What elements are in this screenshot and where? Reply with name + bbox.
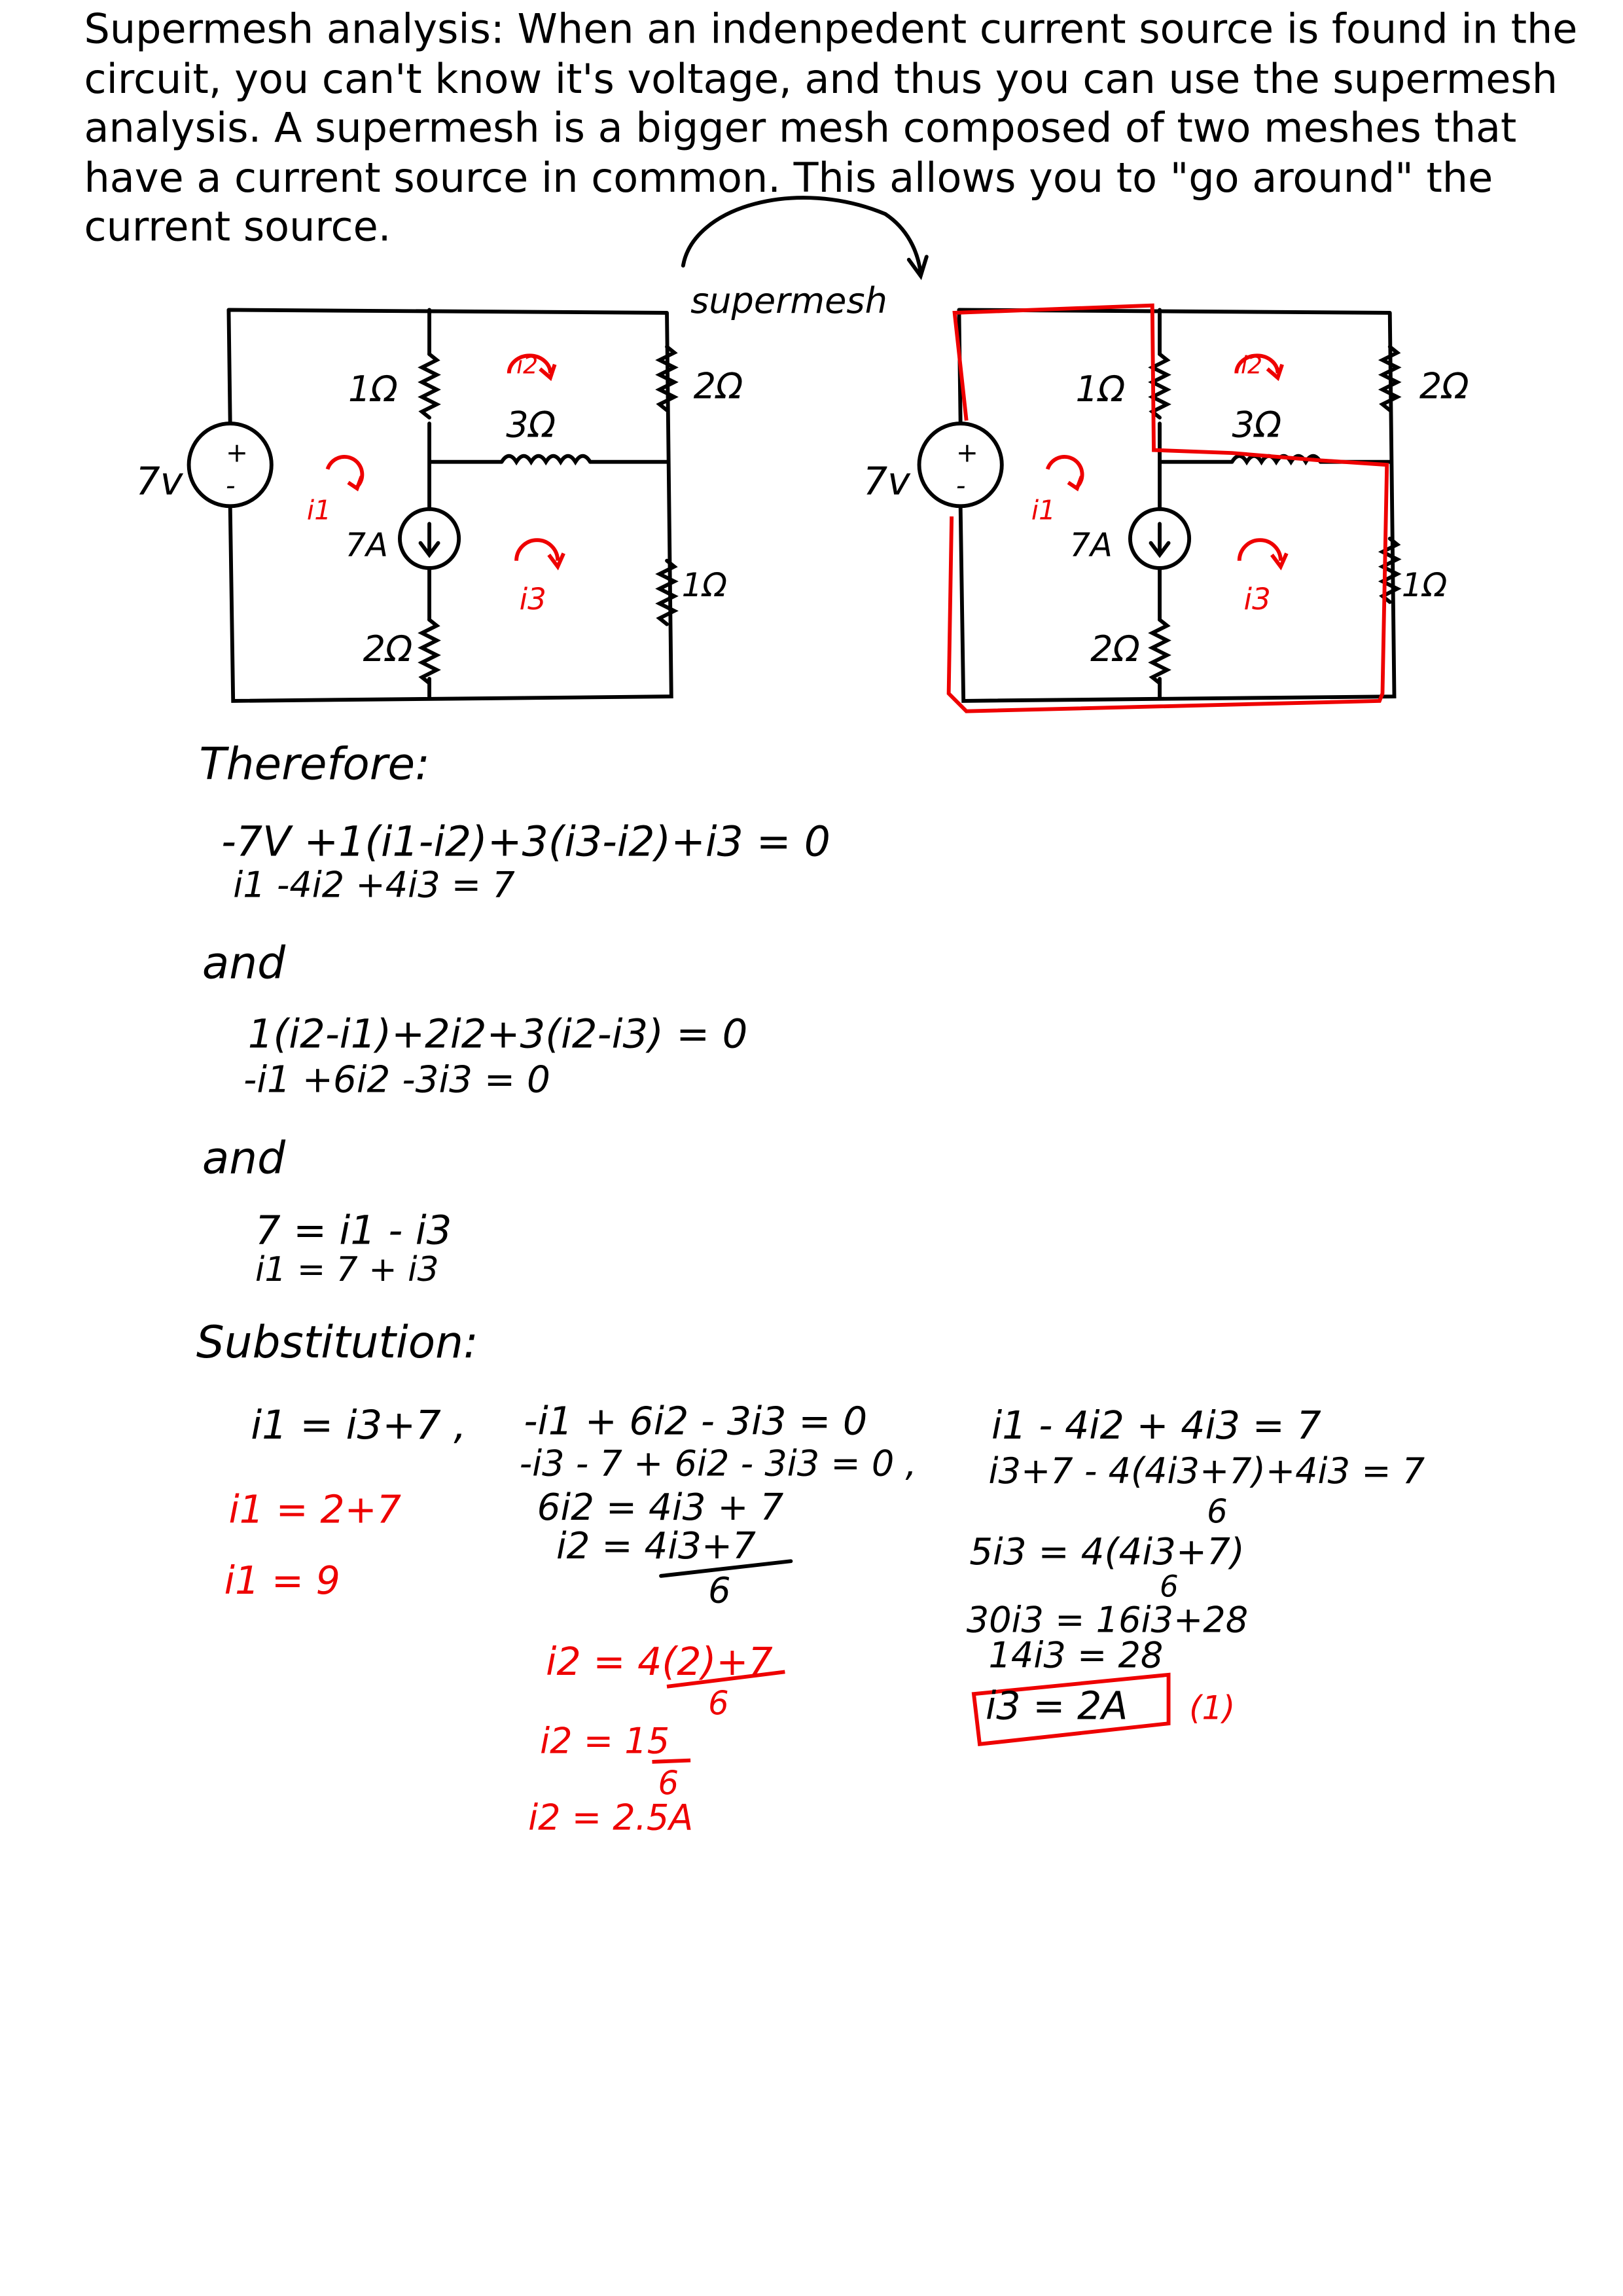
therefore-heading: Therefore: — [199, 738, 430, 790]
substitution-col3-0: i1 - 4i2 + 4i3 = 7 — [991, 1403, 1321, 1448]
substitution-col3-1: i3+7 - 4(4i3+7)+4i3 = 7 — [988, 1450, 1425, 1492]
circuit-right-supermesh — [863, 306, 1469, 711]
circuit-r_top_left: 1Ω — [1075, 368, 1126, 410]
substitution-col3-5: 30i3 = 16i3+28 — [966, 1599, 1249, 1641]
therefore-eq2: i1 -4i2 +4i3 = 7 — [233, 864, 515, 906]
substitution-col1_red-0: i1 = 2+7 — [228, 1487, 402, 1532]
resistor-2ohm-bottom — [422, 620, 437, 683]
and-section-2 — [202, 1132, 452, 1289]
circuit-r_top_right: 2Ω — [693, 365, 743, 407]
circuit-source_i: 7A — [1069, 526, 1113, 564]
substitution-col2_red-0: i2 = 4(2)+7 — [546, 1639, 773, 1684]
substitution-col2-1: -i3 - 7 + 6i2 - 3i3 = 0 , — [519, 1443, 917, 1484]
circuit-r_right: 1Ω — [681, 565, 728, 604]
therefore-section — [199, 738, 830, 905]
substitution-col2_red-1: 6 — [708, 1684, 729, 1723]
therefore-eq1: -7V +1(i1-i2)+3(i3-i2)+i3 = 0 — [221, 817, 830, 866]
substitution-col1-0: i1 = i3+7 , — [251, 1402, 467, 1449]
resistor-3ohm — [502, 456, 590, 462]
circuit-mesh2: i2 — [1241, 351, 1263, 380]
substitution-col2_red-3: 6 — [658, 1764, 679, 1803]
substitution-col2-0: -i1 + 6i2 - 3i3 = 0 — [524, 1399, 868, 1444]
substitution-col3-2: 6 — [1207, 1492, 1228, 1531]
substitution-col2_red-2: i2 = 15 — [540, 1720, 670, 1762]
and1-eq2: -i1 +6i2 -3i3 = 0 — [243, 1058, 550, 1102]
and1-eq1: 1(i2-i1)+2i2+3(i2-i3) = 0 — [247, 1011, 748, 1058]
circuit-plus: + — [955, 437, 978, 469]
circuit-source_v: 7v — [863, 459, 910, 504]
circuit-mesh3: i3 — [1243, 582, 1271, 617]
circuit-r_mid: 3Ω — [1232, 404, 1282, 446]
substitution-section — [196, 1316, 1425, 1838]
substitution-heading: Substitution: — [196, 1316, 478, 1369]
circuit-minus: - — [225, 469, 236, 501]
supermesh-label: supermesh — [690, 279, 887, 321]
supermesh-arrow — [683, 198, 921, 273]
substitution-col3-3: 5i3 = 4(4i3+7) — [969, 1530, 1245, 1573]
circuit-r_mid: 3Ω — [506, 404, 556, 446]
circuit-r_bottom_left: 2Ω — [1090, 628, 1140, 670]
circuit-left — [135, 310, 743, 700]
substitution-col1_red-1: i1 = 9 — [224, 1558, 340, 1603]
circuit-source_v: 7v — [135, 459, 183, 504]
substitution-col2-3: i2 = 4i3+7 — [556, 1524, 756, 1568]
and1-heading: and — [202, 937, 286, 989]
circuit-r_bottom_left: 2Ω — [363, 628, 413, 670]
circuit-minus: - — [955, 469, 966, 501]
circuit-r_right: 1Ω — [1401, 565, 1448, 604]
substitution-col3-7: i3 = 2A — [986, 1683, 1128, 1729]
circuit-mesh2: i2 — [516, 351, 539, 380]
circuit-source_i: 7A — [345, 526, 389, 564]
and2-heading: and — [202, 1132, 286, 1184]
and2-eq2: i1 = 7 + i3 — [255, 1249, 439, 1289]
resistor-2ohm-right — [660, 347, 675, 410]
substitution-col3-6: 14i3 = 28 — [988, 1634, 1164, 1676]
resistor-1ohm — [422, 354, 437, 418]
circuit-mesh1: i1 — [1031, 494, 1056, 526]
circuit-r_top_left: 1Ω — [348, 368, 398, 410]
circuit-plus: + — [225, 437, 248, 469]
substitution-col3_red-0: (1) — [1189, 1689, 1236, 1727]
and2-eq1: 7 = i1 - i3 — [255, 1207, 452, 1254]
substitution-col2_red-4: i2 = 2.5A — [528, 1797, 694, 1839]
substitution-col2-4: 6 — [708, 1570, 731, 1611]
circuit-mesh3: i3 — [519, 582, 546, 617]
substitution-col3-4: 6 — [1160, 1569, 1179, 1604]
and-section-1 — [202, 937, 747, 1102]
circuit-mesh1: i1 — [306, 494, 332, 526]
substitution-col2-2: 6i2 = 4i3 + 7 — [537, 1486, 784, 1530]
circuit-r_top_right: 2Ω — [1419, 365, 1469, 407]
intro-paragraph: Supermesh analysis: When an indenpedent current source is found in the circuit, you can't know it's voltage, and thus you can use the supermesh analysis. A supermesh is a bigger mesh composed of two meshes that have a current source in common. This allows you to "go around" the current source. — [84, 6, 1578, 252]
